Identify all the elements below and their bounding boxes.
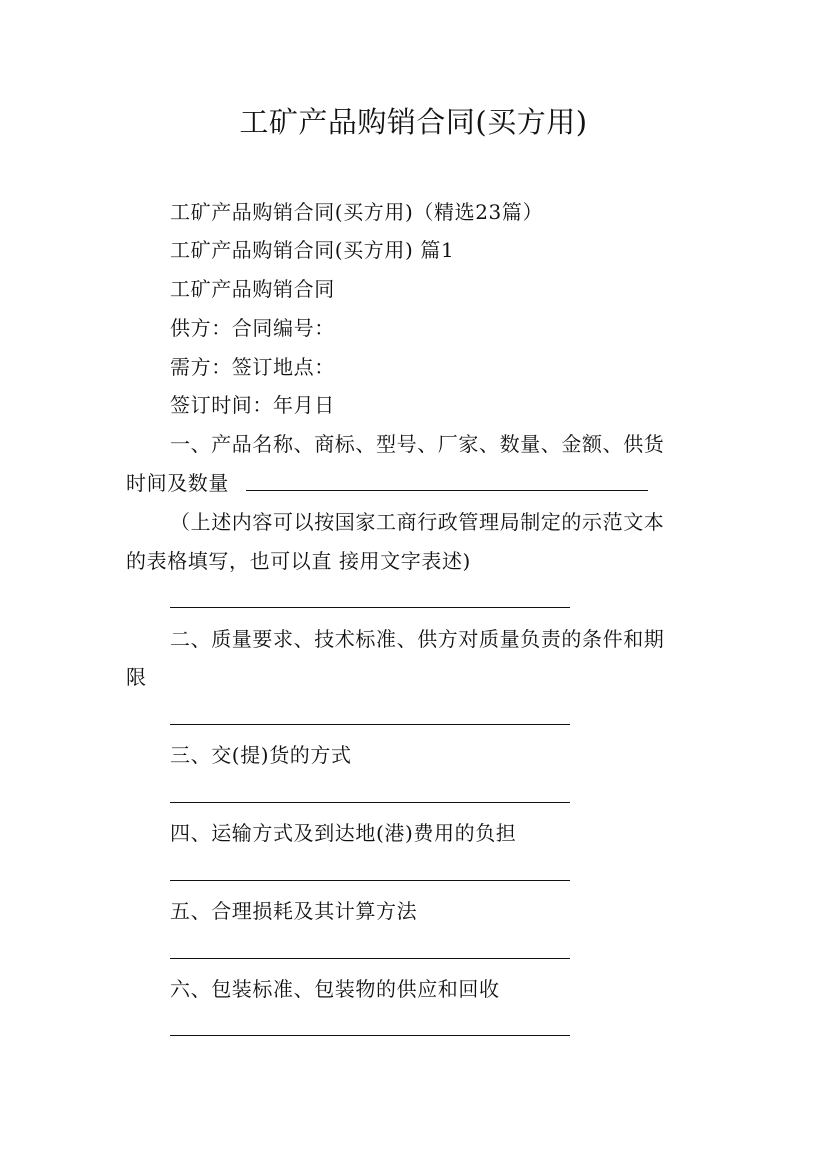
clause-1-line-1: 一、产品名称、商标、型号、厂家、数量、金额、供货 [170,432,665,456]
fill-in-line-7 [170,1035,570,1036]
note-line-1: （上述内容可以按国家工商行政管理局制定的示范文本 [170,510,665,534]
fill-in-line-2 [170,607,570,608]
document-title: 工矿产品购销合同(买方用) [239,105,588,139]
paragraph-section-heading: 工矿产品购销合同(买方用) 篇1 [170,238,455,262]
note-line-2: 的表格填写，也可以直 接用文字表述) [126,549,471,573]
fill-in-line-6 [170,958,570,959]
fill-in-line-3 [170,724,570,725]
clause-3: 三、交(提)货的方式 [170,743,352,767]
clause-6: 六、包装标准、包装物的供应和回收 [170,977,500,1001]
clause-2-line-1: 二、质量要求、技术标准、供方对质量负责的条件和期 [170,627,665,651]
fill-in-line-1 [246,490,648,491]
clause-2-line-2: 限 [126,665,147,689]
fill-in-line-5 [170,880,570,881]
paragraph-sign-date: 签订时间：年月日 [170,393,335,417]
paragraph-buyer: 需方：签订地点： [170,355,335,379]
clause-5: 五、合理损耗及其计算方法 [170,899,418,923]
clause-4: 四、运输方式及到达地(港)费用的负担 [170,821,517,845]
paragraph-contract-name: 工矿产品购销合同 [170,277,335,301]
fill-in-line-4 [170,802,570,803]
paragraph-supplier: 供方：合同编号： [170,316,335,340]
clause-1-line-2: 时间及数量 [126,471,229,495]
paragraph-subtitle: 工矿产品购销合同(买方用)（精选23篇） [170,200,544,224]
